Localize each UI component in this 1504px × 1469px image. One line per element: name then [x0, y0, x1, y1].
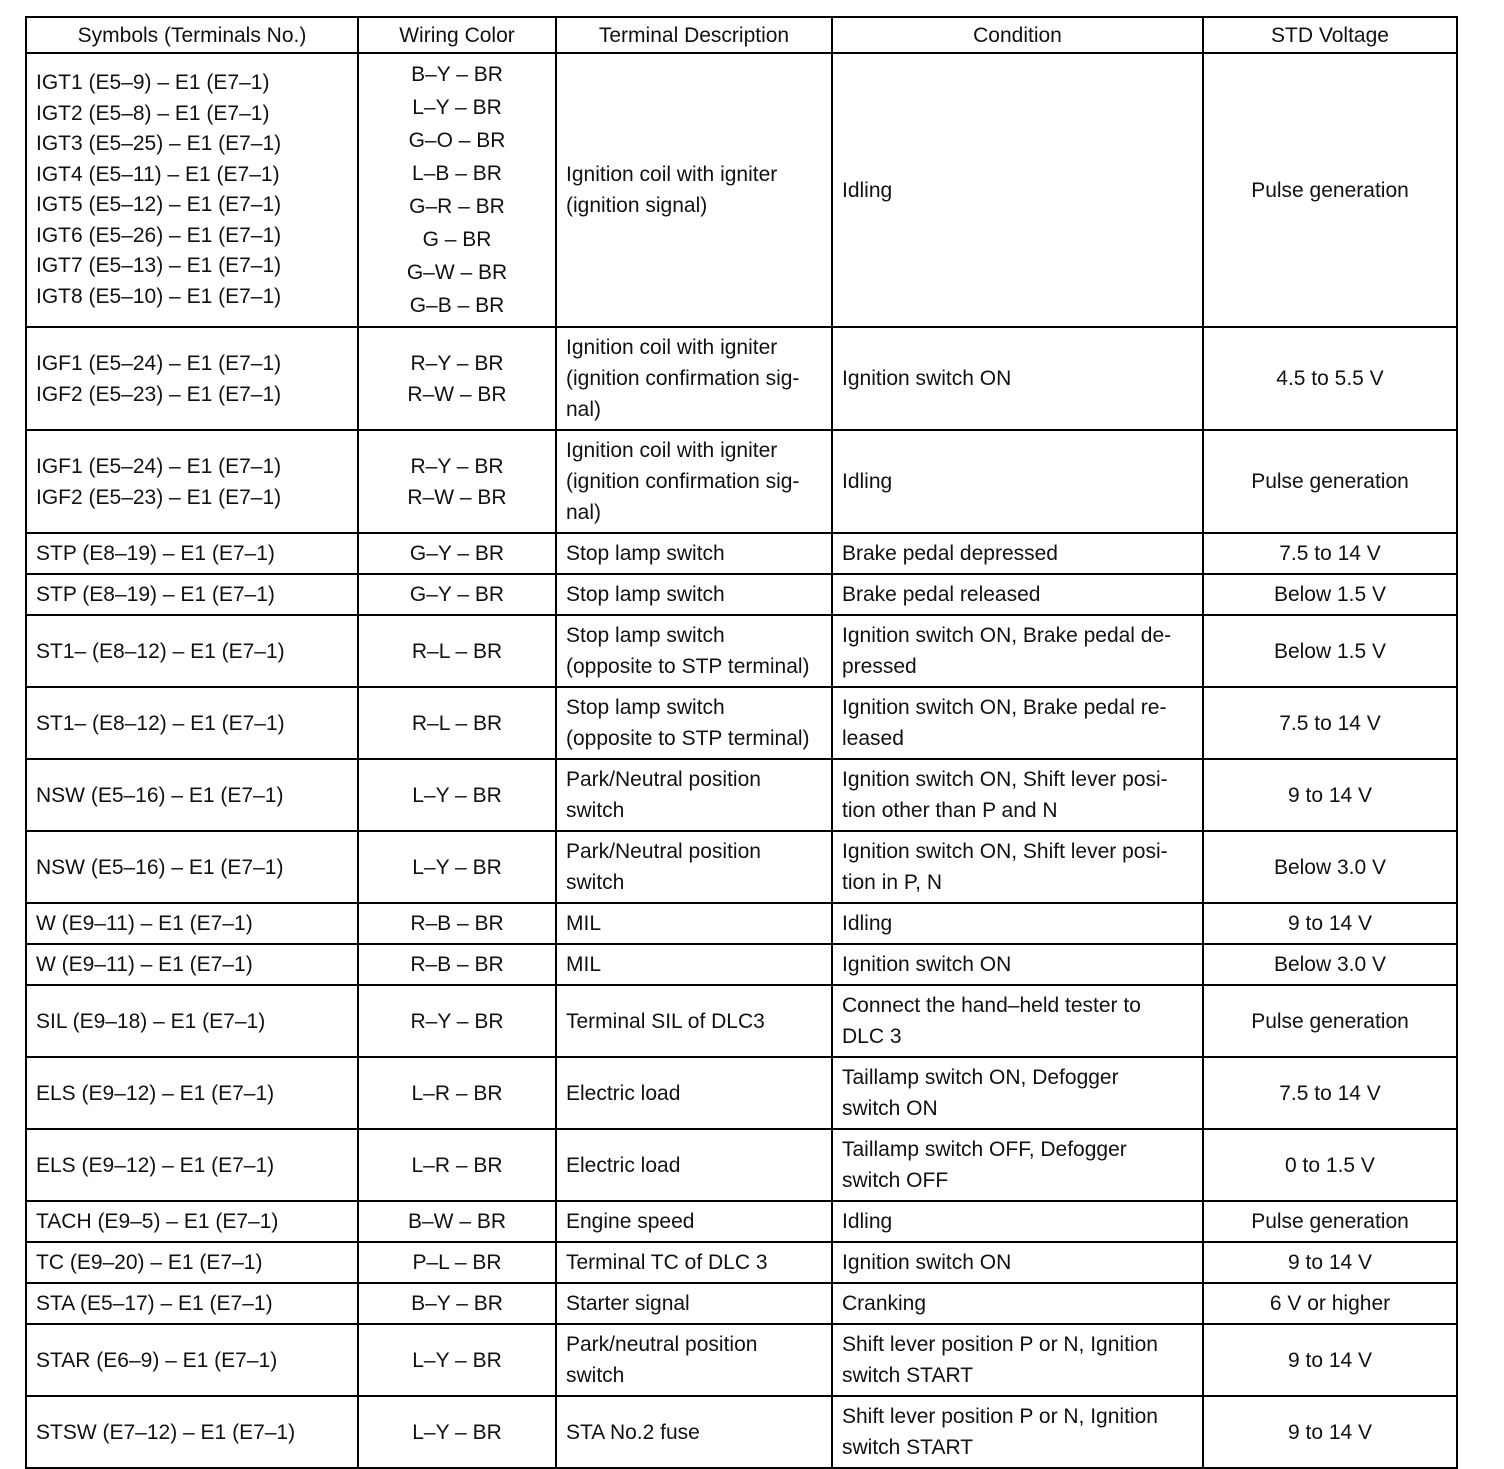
terminal-symbol-cell-line: STP (E8–19) – E1 (E7–1) — [36, 583, 275, 606]
condition-cell — [832, 1324, 1203, 1396]
condition-cell-line: DLC 3 — [842, 1025, 902, 1048]
condition-cell-line: Brake pedal depressed — [842, 542, 1058, 565]
terminal-symbol-cell-line: STP (E8–19) – E1 (E7–1) — [36, 542, 275, 565]
terminal-description-cell-line: nal) — [566, 398, 602, 421]
terminal-symbol-cell — [26, 1057, 358, 1129]
wiring-color-cell — [358, 1057, 556, 1129]
wiring-color-cell — [358, 615, 556, 687]
terminal-description-cell — [556, 533, 832, 574]
wiring-color-cell — [358, 574, 556, 615]
std-voltage-cell: 7.5 to 14 V — [1203, 1057, 1457, 1129]
terminal-symbol-cell — [26, 1201, 358, 1242]
table-row — [26, 1201, 1457, 1242]
terminal-description-cell — [556, 985, 832, 1057]
terminal-symbol-cell-line: IGT1 (E5–9) – E1 (E7–1) — [36, 71, 270, 94]
terminal-description-cell — [556, 430, 832, 533]
table-row — [26, 1242, 1457, 1283]
terminal-symbol-cell — [26, 1242, 358, 1283]
condition-cell-line: switch START — [842, 1364, 974, 1387]
terminal-description-cell — [556, 759, 832, 831]
terminal-description-cell-line: Terminal SIL of DLC3 — [566, 1009, 765, 1033]
table-row — [26, 831, 1457, 903]
table-body — [26, 53, 1457, 1468]
terminal-symbol-cell-line: IGT8 (E5–10) – E1 (E7–1) — [36, 284, 282, 308]
condition-cell-line: Ignition switch ON — [842, 1251, 1012, 1274]
terminal-description-cell-line: Ignition coil with igniter — [566, 439, 778, 462]
terminal-symbol-cell — [26, 903, 358, 944]
terminal-symbol-cell-line: IGF2 (E5–23) – E1 (E7–1) — [36, 382, 282, 406]
wiring-color-cell-line: L–Y – BR — [412, 1348, 502, 1372]
terminal-symbol-cell-line: IGF1 (E5–24) – E1 (E7–1) — [36, 351, 282, 375]
terminal-description-cell — [556, 1242, 832, 1283]
terminal-description-cell — [556, 944, 832, 985]
wiring-color-cell — [358, 430, 556, 533]
condition-cell-line: Ignition switch ON — [842, 367, 1012, 390]
condition-cell-line: Connect the hand–held tester to — [842, 994, 1141, 1017]
wiring-color-cell — [358, 759, 556, 831]
terminal-description-cell — [556, 53, 832, 327]
condition-cell-line: switch OFF — [842, 1169, 949, 1192]
terminal-description-cell-line: Stop lamp switch — [566, 624, 725, 647]
table-row — [26, 1396, 1457, 1468]
condition-cell-line: Ignition switch ON, Brake pedal re- — [842, 696, 1167, 719]
condition-cell-line: Cranking — [842, 1292, 927, 1315]
condition-cell-line: leased — [842, 727, 904, 750]
condition-cell-line: Ignition switch ON — [842, 953, 1012, 976]
table-row — [26, 1129, 1457, 1201]
wiring-color-cell — [358, 903, 556, 944]
table-row — [26, 615, 1457, 687]
std-voltage-cell: 9 to 14 V — [1203, 1396, 1457, 1468]
terminal-description-cell-line: switch — [566, 871, 625, 894]
terminal-description-cell-line: Stop lamp switch — [566, 542, 725, 565]
table-row — [26, 944, 1457, 985]
table-row — [26, 1324, 1457, 1396]
wiring-color-cell — [358, 831, 556, 903]
condition-cell — [832, 1242, 1203, 1283]
wiring-color-cell-line: L–Y – BR — [412, 855, 502, 879]
std-voltage-cell: 7.5 to 14 V — [1203, 687, 1457, 759]
terminal-symbol-cell-line: NSW (E5–16) – E1 (E7–1) — [36, 855, 284, 879]
condition-cell-line: Shift lever position P or N, Ignition — [842, 1333, 1158, 1356]
terminal-symbol-cell — [26, 615, 358, 687]
std-voltage-cell: 9 to 14 V — [1203, 759, 1457, 831]
condition-cell-line: switch ON — [842, 1097, 938, 1120]
condition-cell — [832, 759, 1203, 831]
terminal-symbol-cell — [26, 1129, 358, 1201]
wiring-color-cell-line: G–Y – BR — [409, 583, 505, 606]
condition-cell — [832, 1396, 1203, 1468]
terminal-symbol-cell-line: STSW (E7–12) – E1 (E7–1) — [36, 1420, 296, 1444]
condition-cell — [832, 615, 1203, 687]
wiring-color-cell-line: L–R – BR — [411, 1081, 503, 1105]
wiring-color-cell-line: R–Y – BR — [410, 454, 504, 478]
table-row — [26, 327, 1457, 430]
wiring-color-cell-line: B–Y – BR — [411, 1292, 503, 1315]
wiring-color-cell-line: B–Y – BR — [411, 63, 503, 86]
wiring-color-cell-line: G – BR — [422, 228, 492, 251]
condition-cell — [832, 985, 1203, 1057]
terminal-symbol-cell — [26, 327, 358, 430]
terminal-description-cell-line: Electric load — [566, 1081, 681, 1105]
wiring-color-cell — [358, 944, 556, 985]
terminal-description-cell — [556, 1324, 832, 1396]
terminal-description-cell-line: MIL — [566, 953, 602, 976]
wiring-color-cell — [358, 1396, 556, 1468]
header-wiring-color: Wiring Color — [358, 17, 556, 53]
terminal-symbol-cell-line: IGT4 (E5–11) – E1 (E7–1) — [36, 162, 280, 186]
table-row — [26, 1283, 1457, 1324]
terminal-description-cell-line: STA No.2 fuse — [566, 1420, 700, 1444]
terminal-description-cell — [556, 1129, 832, 1201]
table-row — [26, 759, 1457, 831]
wiring-color-cell-line: G–Y – BR — [409, 542, 505, 565]
terminal-symbol-cell — [26, 574, 358, 615]
terminal-description-cell-line: Electric load — [566, 1153, 681, 1177]
terminal-description-cell-line: Ignition coil with igniter — [566, 336, 778, 359]
std-voltage-cell: Pulse generation — [1203, 1201, 1457, 1242]
terminal-description-cell-line: switch — [566, 799, 625, 822]
terminal-symbol-cell-line: STAR (E6–9) – E1 (E7–1) — [36, 1348, 278, 1372]
wiring-color-cell-line: G–R – BR — [409, 195, 505, 218]
wiring-color-cell — [358, 327, 556, 430]
terminal-symbol-cell-line: W (E9–11) – E1 (E7–1) — [36, 953, 253, 976]
std-voltage-cell: 7.5 to 14 V — [1203, 533, 1457, 574]
terminal-symbol-cell-line: IGF1 (E5–24) – E1 (E7–1) — [36, 454, 282, 478]
condition-cell-line: tion other than P and N — [842, 799, 1058, 822]
wiring-color-cell-line: B–W – BR — [407, 1210, 507, 1233]
wiring-color-cell-line: R–L – BR — [411, 711, 503, 735]
std-voltage-cell: Below 3.0 V — [1203, 944, 1457, 985]
condition-cell — [832, 53, 1203, 327]
wiring-color-cell — [358, 1242, 556, 1283]
wiring-color-cell-line: R–W – BR — [407, 382, 507, 406]
terminal-symbol-cell-line: IGF2 (E5–23) – E1 (E7–1) — [36, 485, 282, 509]
terminal-symbol-cell-line: ELS (E9–12) – E1 (E7–1) — [36, 1081, 275, 1105]
terminal-symbol-cell — [26, 1396, 358, 1468]
std-voltage-cell: 9 to 14 V — [1203, 1324, 1457, 1396]
condition-cell-line: Idling — [842, 1210, 893, 1233]
wiring-color-cell — [358, 533, 556, 574]
wiring-color-cell — [358, 1324, 556, 1396]
terminal-symbol-cell-line: W (E9–11) – E1 (E7–1) — [36, 912, 253, 935]
terminal-symbol-cell — [26, 430, 358, 533]
terminal-description-cell-line: nal) — [566, 501, 602, 524]
condition-cell — [832, 903, 1203, 944]
wiring-color-cell-line: R–B – BR — [410, 953, 504, 976]
table-row — [26, 903, 1457, 944]
terminal-description-cell-line: Park/Neutral position — [566, 768, 761, 791]
terminal-voltage-table — [25, 16, 1458, 1469]
terminal-symbol-cell-line: IGT3 (E5–25) – E1 (E7–1) — [36, 132, 282, 155]
terminal-symbol-cell-line: TC (E9–20) – E1 (E7–1) — [36, 1251, 263, 1274]
std-voltage-cell: Below 1.5 V — [1203, 574, 1457, 615]
std-voltage-cell: 9 to 14 V — [1203, 903, 1457, 944]
std-voltage-cell: Pulse generation — [1203, 985, 1457, 1057]
header-terminal-description: Terminal Description — [556, 17, 832, 53]
terminal-description-cell-line: Park/Neutral position — [566, 840, 761, 863]
wiring-color-cell-line: L–R – BR — [411, 1153, 503, 1177]
table-row — [26, 1057, 1457, 1129]
condition-cell — [832, 831, 1203, 903]
wiring-color-cell-line: G–B – BR — [409, 294, 505, 317]
wiring-color-cell — [358, 1283, 556, 1324]
terminal-description-cell-line: Ignition coil with igniter — [566, 163, 778, 186]
wiring-color-cell-line: G–O – BR — [408, 129, 506, 152]
condition-cell — [832, 1283, 1203, 1324]
terminal-description-cell — [556, 1283, 832, 1324]
terminal-symbol-cell — [26, 1324, 358, 1396]
terminal-description-cell — [556, 615, 832, 687]
std-voltage-cell: 4.5 to 5.5 V — [1203, 327, 1457, 430]
std-voltage-cell: 9 to 14 V — [1203, 1242, 1457, 1283]
terminal-symbol-cell-line: IGT6 (E5–26) – E1 (E7–1) — [36, 223, 282, 247]
terminal-symbol-cell — [26, 759, 358, 831]
wiring-color-cell-line: R–W – BR — [407, 485, 507, 509]
terminal-symbol-cell-line: ST1– (E8–12) – E1 (E7–1) — [36, 639, 285, 663]
condition-cell-line: Ignition switch ON, Brake pedal de- — [842, 624, 1172, 647]
terminal-symbol-cell-line: ST1– (E8–12) – E1 (E7–1) — [36, 711, 285, 735]
header-std-voltage: STD Voltage — [1203, 17, 1457, 53]
table-row — [26, 687, 1457, 759]
terminal-symbol-cell-line: STA (E5–17) – E1 (E7–1) — [36, 1292, 273, 1315]
condition-cell-line: Taillamp switch ON, Defogger — [842, 1066, 1119, 1089]
std-voltage-cell: Pulse generation — [1203, 53, 1457, 327]
terminal-symbol-cell-line: SIL (E9–18) – E1 (E7–1) — [36, 1009, 266, 1033]
wiring-color-cell-line: L–Y – BR — [412, 1420, 502, 1444]
terminal-description-cell-line: (opposite to STP terminal) — [566, 727, 810, 750]
terminal-symbol-cell — [26, 53, 358, 327]
terminal-description-cell — [556, 574, 832, 615]
terminal-symbol-cell — [26, 985, 358, 1057]
condition-cell-line: switch START — [842, 1436, 974, 1459]
terminal-symbol-cell — [26, 831, 358, 903]
condition-cell-line: Ignition switch ON, Shift lever posi- — [842, 768, 1168, 791]
condition-cell — [832, 1129, 1203, 1201]
std-voltage-cell: 6 V or higher — [1203, 1283, 1457, 1324]
wiring-color-cell-line: R–L – BR — [411, 639, 503, 663]
table-row — [26, 430, 1457, 533]
wiring-color-cell-line: L–Y – BR — [412, 783, 502, 807]
terminal-description-cell-line: Park/neutral position — [566, 1333, 758, 1356]
condition-cell-line: Taillamp switch OFF, Defogger — [842, 1138, 1127, 1161]
terminal-description-cell-line: Starter signal — [566, 1292, 690, 1315]
condition-cell — [832, 327, 1203, 430]
condition-cell-line: pressed — [842, 655, 917, 678]
terminal-description-cell-line: Stop lamp switch — [566, 696, 725, 719]
terminal-symbol-cell — [26, 1283, 358, 1324]
terminal-description-cell — [556, 327, 832, 430]
terminal-symbol-cell — [26, 944, 358, 985]
header-symbols: Symbols (Terminals No.) — [26, 17, 358, 53]
wiring-color-cell-line: P–L – BR — [412, 1251, 502, 1274]
terminal-symbol-cell — [26, 533, 358, 574]
table-row — [26, 533, 1457, 574]
terminal-description-cell — [556, 687, 832, 759]
condition-cell-line: tion in P, N — [842, 871, 943, 894]
condition-cell-line: Ignition switch ON, Shift lever posi- — [842, 840, 1168, 863]
condition-cell — [832, 574, 1203, 615]
condition-cell — [832, 1201, 1203, 1242]
std-voltage-cell: Pulse generation — [1203, 430, 1457, 533]
condition-cell-line: Brake pedal released — [842, 583, 1041, 606]
wiring-color-cell-line: L–Y – BR — [412, 96, 502, 119]
terminal-symbol-cell-line: IGT7 (E5–13) – E1 (E7–1) — [36, 254, 282, 277]
std-voltage-cell: Below 3.0 V — [1203, 831, 1457, 903]
terminal-description-cell — [556, 1201, 832, 1242]
terminal-symbol-cell-line: NSW (E5–16) – E1 (E7–1) — [36, 783, 284, 807]
condition-cell-line: Idling — [842, 178, 893, 202]
wiring-color-cell-line: R–Y – BR — [410, 351, 504, 375]
table-row — [26, 985, 1457, 1057]
table-row — [26, 53, 1457, 327]
header-row — [26, 17, 1457, 53]
wiring-color-cell-line: L–B – BR — [412, 162, 502, 185]
condition-cell-line: Idling — [842, 470, 893, 493]
wiring-color-cell — [358, 985, 556, 1057]
std-voltage-cell: Below 1.5 V — [1203, 615, 1457, 687]
condition-cell-line: Idling — [842, 912, 893, 935]
terminal-symbol-cell-line: IGT5 (E5–12) – E1 (E7–1) — [36, 193, 282, 216]
wiring-color-cell-line: R–B – BR — [410, 912, 504, 935]
terminal-symbol-cell-line: ELS (E9–12) – E1 (E7–1) — [36, 1153, 275, 1177]
terminal-description-cell-line: Terminal TC of DLC 3 — [566, 1251, 768, 1274]
condition-cell — [832, 533, 1203, 574]
terminal-description-cell-line: (ignition confirmation sig- — [566, 470, 800, 493]
terminal-description-cell-line: Stop lamp switch — [566, 583, 725, 606]
wiring-color-cell — [358, 53, 556, 327]
wiring-color-cell — [358, 687, 556, 759]
table-row — [26, 574, 1457, 615]
wiring-color-cell-line: R–Y – BR — [410, 1009, 504, 1033]
wiring-color-cell-line: G–W – BR — [406, 261, 508, 284]
terminal-symbol-cell — [26, 687, 358, 759]
terminal-description-cell-line: (ignition signal) — [566, 194, 708, 217]
terminal-description-cell-line: MIL — [566, 912, 602, 935]
condition-cell — [832, 944, 1203, 985]
wiring-color-cell — [358, 1129, 556, 1201]
terminal-description-cell-line: (opposite to STP terminal) — [566, 655, 810, 678]
terminal-symbol-cell-line: TACH (E9–5) – E1 (E7–1) — [36, 1210, 279, 1233]
condition-cell — [832, 430, 1203, 533]
terminal-description-cell — [556, 903, 832, 944]
terminal-symbol-cell-line: IGT2 (E5–8) – E1 (E7–1) — [36, 101, 270, 125]
condition-cell-line: Shift lever position P or N, Ignition — [842, 1405, 1158, 1428]
std-voltage-cell: 0 to 1.5 V — [1203, 1129, 1457, 1201]
wiring-color-cell — [358, 1201, 556, 1242]
terminal-description-cell-line: switch — [566, 1364, 625, 1387]
header-condition: Condition — [832, 17, 1203, 53]
condition-cell — [832, 687, 1203, 759]
terminal-description-cell — [556, 831, 832, 903]
terminal-description-cell — [556, 1396, 832, 1468]
terminal-description-cell — [556, 1057, 832, 1129]
terminal-description-cell-line: (ignition confirmation sig- — [566, 367, 800, 390]
terminal-description-cell-line: Engine speed — [566, 1210, 695, 1233]
condition-cell — [832, 1057, 1203, 1129]
